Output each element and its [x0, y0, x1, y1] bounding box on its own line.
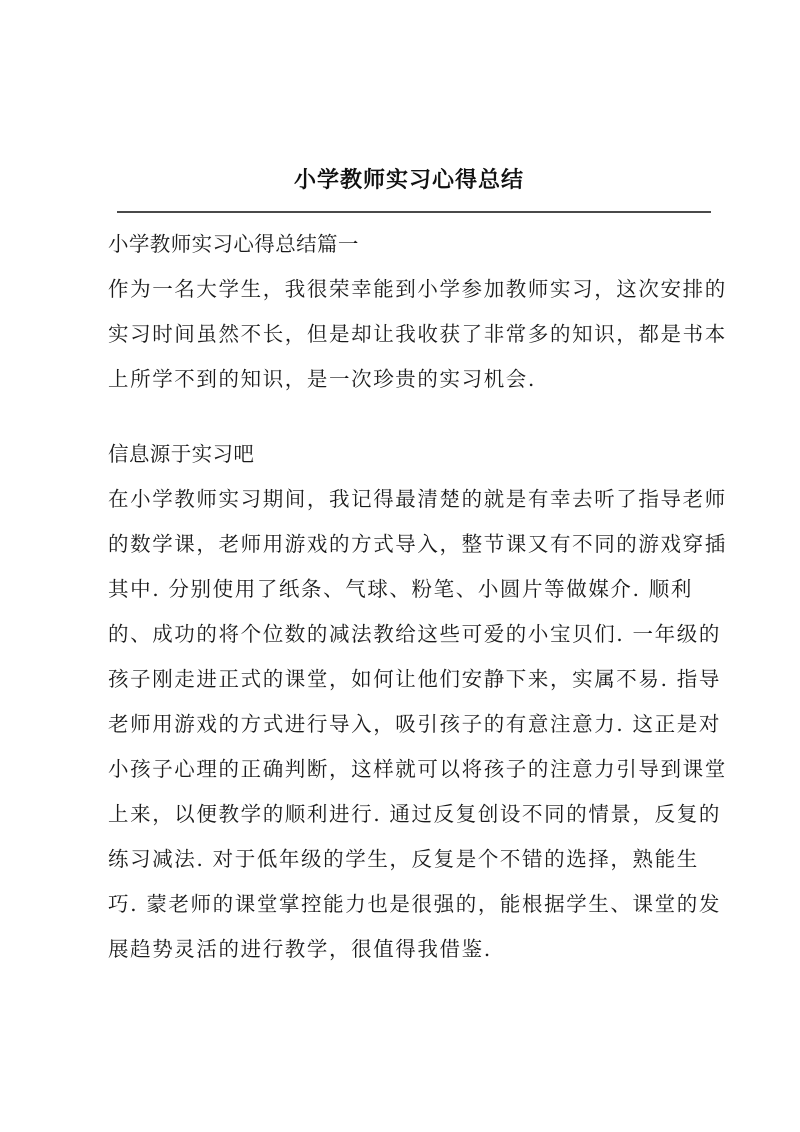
section-2	[108, 432, 727, 972]
document-title: 小学教师实习心得总结	[293, 167, 524, 193]
paragraph-line: 的数学课，老师用游戏的方式导入，整节课又有不同的游戏穿插	[108, 532, 727, 556]
section-1-heading: 小学教师实习心得总结篇一	[108, 232, 359, 256]
paragraph-line: 的、成功的将个位数的减法教给这些可爱的小宝贝们. 一年级的	[108, 622, 721, 646]
paragraph-line: 其中. 分别使用了纸条、气球、粉笔、小圆片等做媒介. 顺利	[108, 577, 693, 601]
paragraph-line: 老师用游戏的方式进行导入，吸引孩子的有意注意力. 这正是对	[108, 712, 721, 736]
paragraph-line: 小孩子心理的正确判断，这样就可以将孩子的注意力引导到课堂	[108, 757, 727, 781]
paragraph-line: 在小学教师实习期间，我记得最清楚的就是有幸去听了指导老师	[108, 487, 727, 511]
title-divider	[117, 211, 711, 213]
paragraph-line: 巧. 蒙老师的课堂掌控能力也是很强的，能根据学生、课堂的发	[108, 892, 721, 916]
section-1	[108, 222, 727, 402]
paragraph-line: 实习时间虽然不长，但是却让我收获了非常多的知识，都是书本	[108, 322, 727, 346]
section-2-heading: 信息源于实习吧	[108, 442, 255, 466]
paragraph-line: 练习减法. 对于低年级的学生，反复是个不错的选择，熟能生	[108, 847, 699, 871]
paragraph-line: 上所学不到的知识，是一次珍贵的实习机会.	[108, 367, 537, 391]
paragraph-line: 作为一名大学生，我很荣幸能到小学参加教师实习，这次安排的	[108, 277, 727, 301]
paragraph-line: 孩子刚走进正式的课堂，如何让他们安静下来，实属不易. 指导	[108, 667, 721, 691]
paragraph-line: 展趋势灵活的进行教学，很值得我借鉴.	[108, 937, 492, 961]
paragraph-line: 上来，以便教学的顺利进行. 通过反复创设不同的情景，反复的	[108, 802, 721, 826]
